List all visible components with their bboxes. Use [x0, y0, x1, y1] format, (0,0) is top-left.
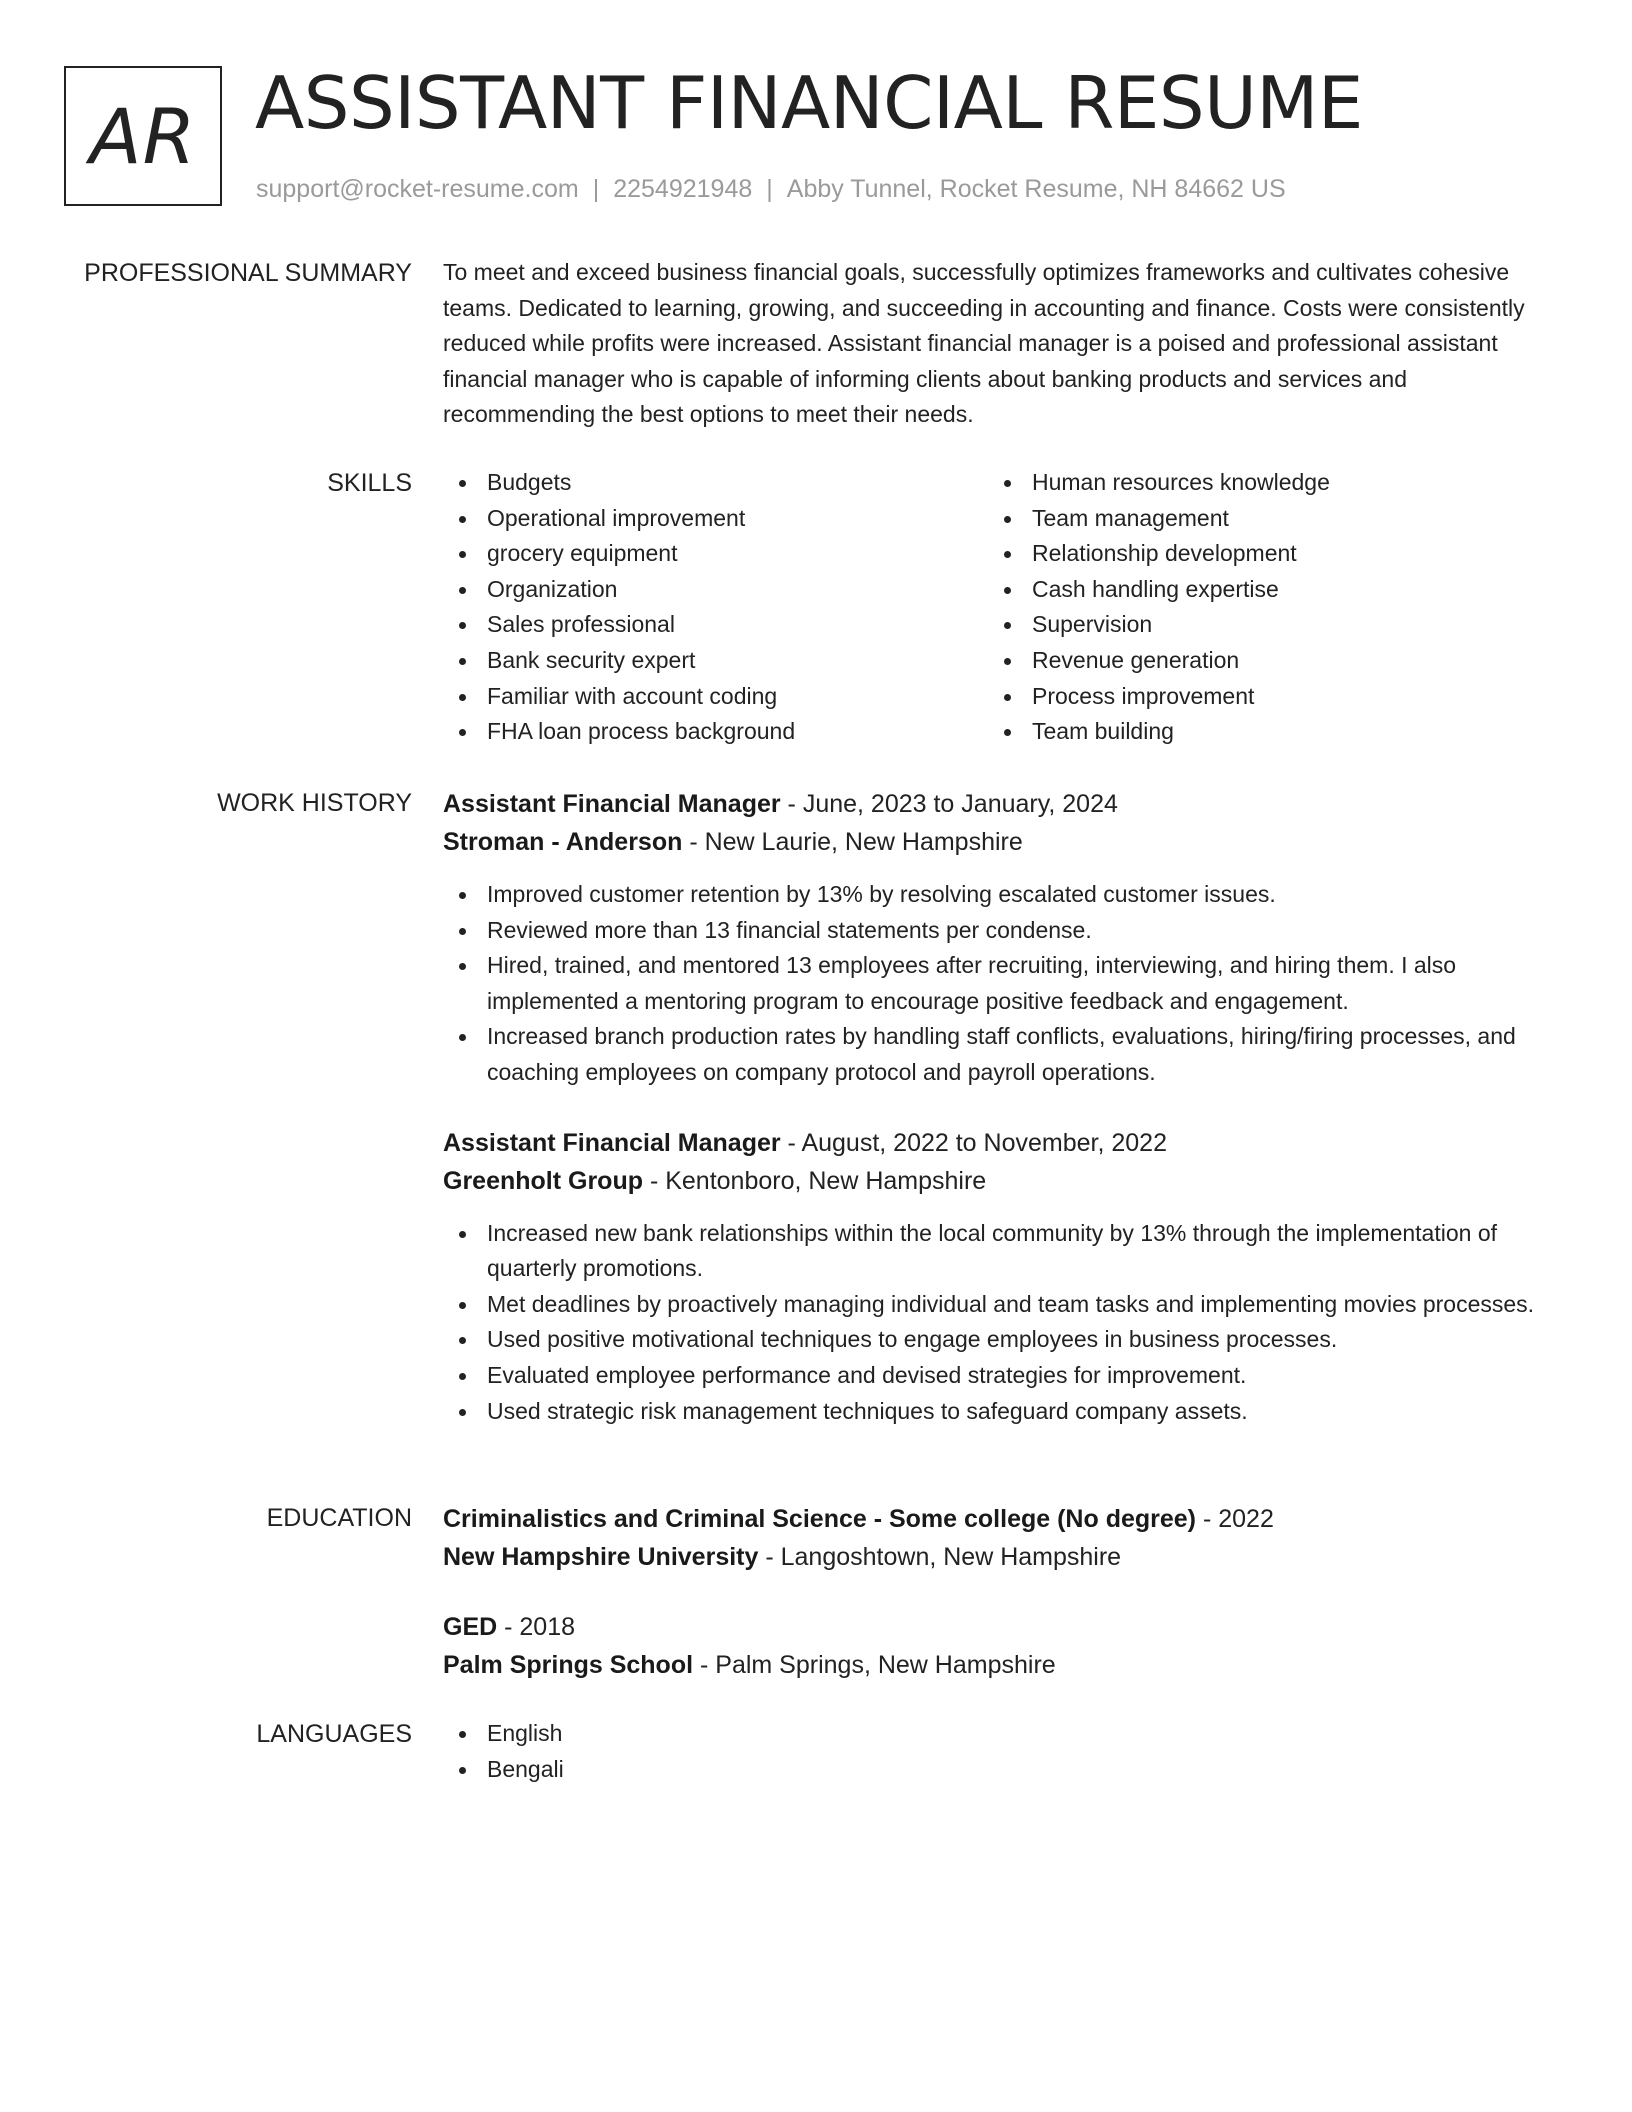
contact-address: Abby Tunnel, Rocket Resume, NH 84662 US: [786, 175, 1286, 203]
skill-item: Process improvement: [988, 679, 1533, 715]
job-bullet: Increased new bank relationships within the local community by 13% through the implementation of quarterly promotions.: [443, 1216, 1553, 1287]
job-title: Assistant Financial Manager: [443, 1128, 781, 1157]
job-bullets: [443, 1216, 1553, 1430]
skill-item: Cash handling expertise: [988, 572, 1533, 608]
education-year: - 2018: [497, 1613, 576, 1641]
summary-body: [443, 255, 1553, 433]
education-degree-line: [443, 1608, 1553, 1646]
education-school: New Hampshire University: [443, 1543, 759, 1571]
job-title-line: [443, 1124, 1553, 1162]
skill-item: Team building: [988, 714, 1533, 750]
section-label-skills: SKILLS: [327, 469, 412, 497]
job-bullet: Evaluated employee performance and devised strategies for improvement.: [443, 1358, 1553, 1394]
job-entry: [443, 1124, 1553, 1430]
job-company-line: [443, 823, 1553, 861]
monogram-badge: [64, 66, 222, 206]
job-company-line: [443, 1162, 1553, 1200]
language-item: Bengali: [443, 1752, 1553, 1788]
education-school-line: [443, 1646, 1553, 1684]
job-bullet: Used strategic risk management techniques to safeguard company assets.: [443, 1394, 1553, 1430]
job-company: Greenholt Group: [443, 1166, 643, 1195]
job-bullet: Increased branch production rates by handling staff conflicts, evaluations, hiring/firing processes, and coaching employees on company protocol and payroll operations.: [443, 1019, 1553, 1090]
job-title: Assistant Financial Manager: [443, 790, 781, 818]
skill-item: Organization: [443, 572, 988, 608]
job-bullet: Improved customer retention by 13% by resolving escalated customer issues.: [443, 877, 1553, 913]
skill-item: Human resources knowledge: [988, 465, 1533, 501]
job-company: Stroman - Anderson: [443, 828, 683, 856]
skills-grid: [443, 465, 1553, 750]
job-bullet: Reviewed more than 13 financial statements per condense.: [443, 913, 1553, 949]
skill-item: Familiar with account coding: [443, 679, 988, 715]
section-label-education: EDUCATION: [266, 1504, 412, 1532]
contact-phone: 2254921948: [613, 175, 753, 203]
job-dates: - August, 2022 to November, 2022: [780, 1128, 1167, 1157]
job-bullet: Met deadlines by proactively managing individual and team tasks and implementing movies processes.: [443, 1287, 1553, 1323]
education-degree: GED: [443, 1613, 498, 1641]
monogram-initials: AR: [89, 91, 197, 181]
job-bullets: [443, 877, 1553, 1091]
contact-separator: |: [592, 175, 600, 203]
contact-line: [256, 172, 1286, 206]
education-entry: [443, 1500, 1553, 1576]
job-bullet: Hired, trained, and mentored 13 employees after recruiting, interviewing, and hiring them. I also implemented a mentoring program to encourage positive feedback and engagement.: [443, 948, 1553, 1019]
skill-item: Operational improvement: [443, 501, 988, 537]
contact-email: support@rocket-resume.com: [256, 175, 579, 203]
job-dates: - June, 2023 to January, 2024: [780, 790, 1118, 818]
education-body: [443, 1500, 1553, 1684]
resume-title: ASSISTANT FINANCIAL RESUME: [255, 61, 1363, 145]
skill-item: Budgets: [443, 465, 988, 501]
languages-body: [443, 1716, 1553, 1787]
skill-item: Revenue generation: [988, 643, 1533, 679]
skill-item: FHA loan process background: [443, 714, 988, 750]
education-school: Palm Springs School: [443, 1651, 694, 1679]
section-label-work-history: WORK HISTORY: [217, 789, 412, 817]
job-entry: [443, 785, 1553, 1091]
job-location: - Kentonboro, New Hampshire: [643, 1166, 987, 1195]
summary-text: To meet and exceed business financial goals, successfully optimizes frameworks and cultivates cohesive teams. Dedicated to learning, growing, and succeeding in accounting and finance. Costs were consistently reduced while profits were increased. Assistant financial manager is a poised and professional assistant financial manager who is capable of informing clients about banking products and services and recommending the best options to meet their needs.: [443, 259, 1525, 428]
section-label-summary: PROFESSIONAL SUMMARY: [84, 259, 412, 287]
skill-item: Supervision: [988, 607, 1533, 643]
contact-separator: |: [766, 175, 773, 203]
education-location: - Langoshtown, New Hampshire: [758, 1543, 1122, 1571]
languages-list: [443, 1716, 1553, 1787]
skills-column-left: [443, 465, 988, 750]
education-year: - 2022: [1196, 1505, 1274, 1533]
education-school-line: [443, 1538, 1553, 1576]
education-entry: [443, 1608, 1553, 1684]
skill-item: Relationship development: [988, 536, 1533, 572]
skill-item: Sales professional: [443, 607, 988, 643]
skill-item: grocery equipment: [443, 536, 988, 572]
skill-item: Bank security expert: [443, 643, 988, 679]
skill-item: Team management: [988, 501, 1533, 537]
education-location: - Palm Springs, New Hampshire: [693, 1651, 1056, 1679]
skills-column-right: [988, 465, 1533, 750]
work-history-body: [443, 785, 1553, 1429]
job-location: - New Laurie, New Hampshire: [682, 828, 1023, 856]
language-item: English: [443, 1716, 1553, 1752]
education-degree-line: [443, 1500, 1553, 1538]
education-degree: Criminalistics and Criminal Science - Some college (No degree): [443, 1505, 1197, 1533]
job-title-line: [443, 785, 1553, 823]
section-label-languages: LANGUAGES: [256, 1720, 412, 1748]
job-bullet: Used positive motivational techniques to engage employees in business processes.: [443, 1322, 1553, 1358]
